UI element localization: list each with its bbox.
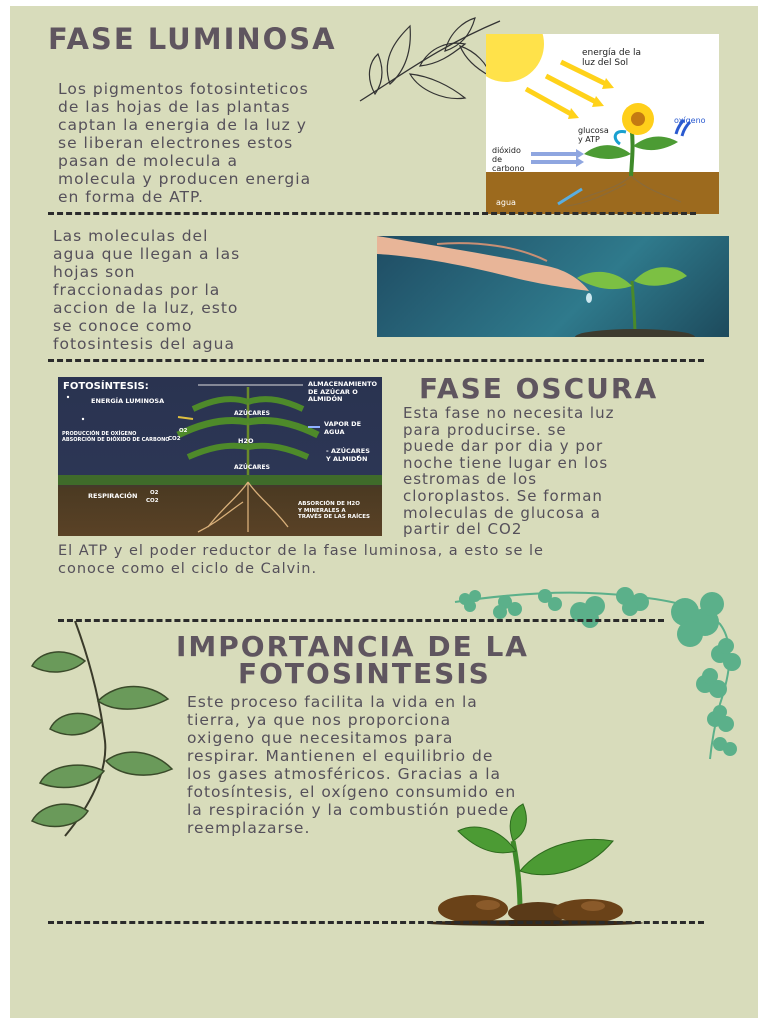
light-energy-label: ENERGÍA LUMINOSA — [91, 397, 165, 405]
importancia-title-line2: FOTOSINTESIS — [238, 657, 491, 690]
sugars-bottom-label: AZÚCARES — [234, 464, 270, 471]
photosynthesis-diagram — [58, 377, 382, 536]
h2o-label: H2O — [238, 437, 254, 445]
calvin-cycle-paragraph: El ATP y el poder reductor de la fase luminosa, a esto se le conoce como el ciclo de Calvin. — [58, 543, 544, 577]
section-divider-1 — [48, 212, 696, 215]
respiration-co2-label: CO2 — [146, 498, 159, 504]
storage-label: ALMACENAMIENTO DE AZÚCAR O ALMIDÓN — [308, 380, 378, 403]
glucose-atp-label: glucosa y ATP — [578, 126, 609, 144]
water-photolysis-paragraph: Las moleculas del agua que llegan a las hojas son fraccionadas por la accion de la luz, esto se conoce como fotosintesis del agua — [53, 227, 241, 353]
sugars-top-label: AZÚCARES — [234, 410, 270, 417]
fase-oscura-paragraph: Esta fase no necesita luz para producirse. se puede dar por dia y por noche tiene lugar en los estromas de los cloroplastos. Se forman moleculas de glucosa a partir del CO2 — [403, 404, 615, 539]
hanging-leaf-vine — [10, 621, 180, 846]
oxygen-production-label: PRODUCCIÓN DE OXÍGENO ABSORCIÓN DE DIÓXIDO DE CARBONO — [62, 431, 170, 443]
light-phase-diagram — [486, 34, 719, 214]
respiration-label: RESPIRACIÓN — [88, 492, 138, 500]
water-label: agua — [496, 198, 516, 207]
hand-watering-photo — [377, 236, 729, 337]
root-absorption-label: ABSORCIÓN DE H2O Y MINERALES A TRAVÉS DE LAS RAÍCES — [298, 501, 370, 520]
fase-oscura-title: FASE OSCURA — [419, 372, 659, 405]
fase-luminosa-paragraph: Los pigmentos fotosinteticos de las hojas de las plantas captan la energia de la luz y se liberan electrones estos pasan de molecula a molecula y producen energia en forma de ATP. — [58, 80, 312, 206]
sugars-starch-label: - AZÚCARES Y ALMIDÓN — [326, 447, 370, 463]
water-vapor-label: VAPOR DE AGUA — [324, 420, 362, 436]
co2-label-dark: CO2 — [168, 436, 181, 442]
co2-label: dióxido de carbono — [492, 146, 525, 173]
o2-label: O2 — [179, 428, 188, 434]
oxygen-label: oxígeno — [674, 116, 706, 125]
seedling-sprout-illustration — [428, 801, 643, 926]
section-divider-4 — [48, 921, 704, 924]
infographic-page — [10, 6, 758, 1018]
respiration-o2-label: O2 — [150, 490, 159, 496]
hand-seedling-illustration — [377, 236, 729, 337]
fase-luminosa-title: FASE LUMINOSA — [48, 22, 337, 56]
importancia-paragraph: Este proceso facilita la vida en la tierra, ya que nos proporciona oxigeno que necesitamos para respirar. Mantienen el equilibrio de los gases atmosféricos. Gracias a la fotosíntesis, el oxígeno consumido en la respiración y la combustión puede reemplazarse. — [187, 693, 517, 837]
importancia-title-line1: IMPORTANCIA DE LA — [176, 630, 529, 663]
sun-energy-label: energía de la luz del Sol — [582, 48, 642, 68]
diagram-title: FOTOSÍNTESIS: — [63, 381, 149, 392]
section-divider-2 — [48, 359, 704, 362]
